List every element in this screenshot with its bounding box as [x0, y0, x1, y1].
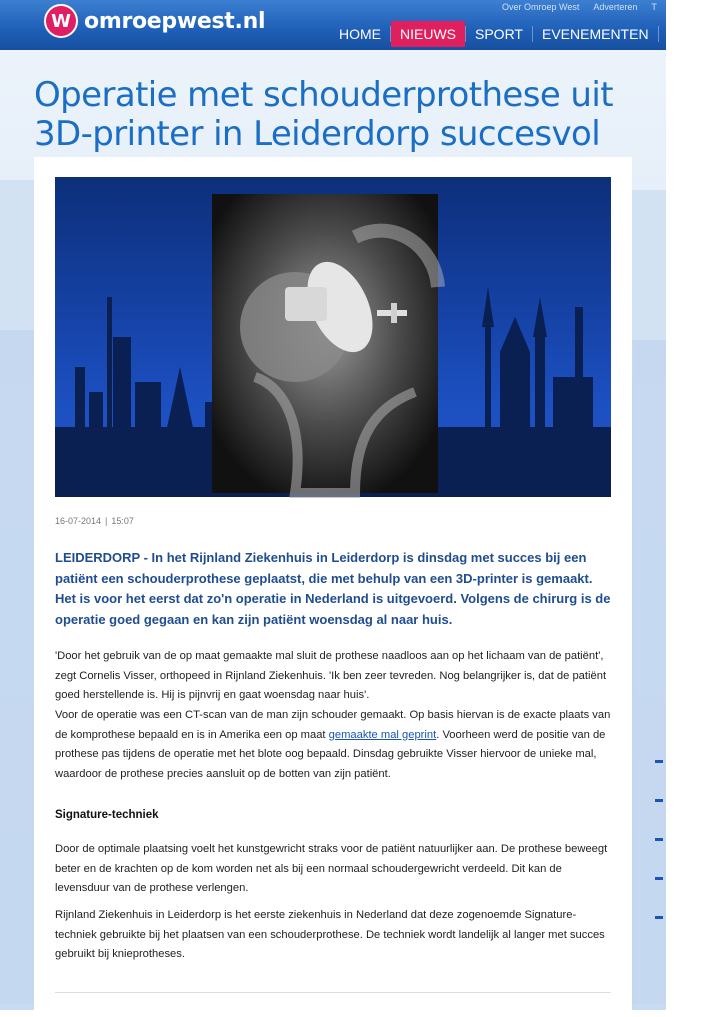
top-link-adverteren[interactable]: Adverteren: [593, 2, 638, 12]
sidebar-link-marker[interactable]: [655, 799, 663, 802]
logo-w-icon: [44, 4, 78, 38]
article-paragraph-3: Door de optimale plaatsing voelt het kunstgewricht straks voor de patiënt natuurlijker aan. De prothese beweegt beter en de krachten op de kom worden net als bij een normaal schoudergewricht verdeeld. Dit kan de levensduur van de prothese verlengen.: [55, 843, 608, 894]
nav-evenementen[interactable]: EVENEMENTEN: [541, 26, 649, 42]
sidebar-link-marker[interactable]: [655, 877, 663, 880]
nav-home[interactable]: HOME: [339, 26, 381, 42]
logo-letter: W: [51, 10, 71, 32]
xray-illustration: [55, 177, 611, 497]
sidebar-link-marker[interactable]: [655, 760, 663, 763]
article-paragraph-1: 'Door het gebruik van de op maat gemaakte mal sluit de prothese naadloos aan op het lichaam van de patiënt', zegt Cornelis Visser, orthopeed in Rijnland Ziekenhuis. 'Ik ben zeer tevreden. Nog belangrijker is, dat de patiënt goed herstellende is. Hij is pijnvrij en gaat woensdag naar huis'.: [55, 650, 607, 701]
sidebar-link-marker[interactable]: [655, 916, 663, 919]
article-panel: [34, 157, 632, 1017]
article-lead: LEIDERDORP - In het Rijnland Ziekenhuis in Leiderdorp is dinsdag met succes bij een patiënt een schouderprothese geplaatst, die met behulp van een 3D-printer is gemaakt. Het is voor het eerst dat zo'n operatie in Nederland is uitgevoerd. Volgens de chirurg is de operatie goed gegaan en kan zijn patiënt woensdag al naar huis.: [55, 550, 611, 627]
article-date: 16-07-2014: [55, 516, 102, 526]
meta-separator: |: [105, 516, 108, 526]
article-title: Operatie met schouderprothese uit 3D-printer in Leiderdorp succesvol: [34, 75, 613, 154]
article-hero-image[interactable]: [55, 177, 611, 497]
p2-text-before: Voor de operatie was een CT-scan van de man zijn schouder gemaakt. Op basis hiervan is de exacte plaats van de komprothese bepaald en is in Amerika een op maat: [55, 709, 611, 741]
top-link-extra[interactable]: T: [651, 2, 657, 12]
nav-sport[interactable]: SPORT: [475, 26, 523, 42]
logo-text: omroepwest.nl: [84, 8, 266, 34]
article-subheading: Signature-techniek: [55, 809, 159, 821]
main-nav: [330, 21, 707, 47]
article-time: 15:07: [111, 516, 134, 526]
site-header: [0, 0, 698, 50]
article-paragraph-2: [55, 706, 615, 784]
nav-pro[interactable]: PRO: [667, 26, 698, 42]
site-logo[interactable]: [44, 4, 265, 38]
inline-link-mal-geprint[interactable]: gemaakte mal geprint: [328, 728, 437, 741]
nav-nieuws[interactable]: NIEUWS: [391, 21, 465, 47]
p2-text-after: . Voorheen werd de positie van de prothese pas tijdens de operatie met het blote oog bepaald. Dinsdag gebruikte Visser hiervoor de unieke mal, waardoor de prothese precies aansluit op de botten van zijn patiënt.: [55, 728, 606, 780]
article-divider: [55, 992, 611, 993]
sidebar-link-marker[interactable]: [655, 838, 663, 841]
article-meta: [55, 516, 134, 526]
sidebar-edge-links: [655, 760, 666, 955]
top-link-over[interactable]: Over Omroep West: [502, 2, 580, 12]
top-links: [502, 2, 657, 12]
article-paragraph-4: Rijnland Ziekenhuis in Leiderdorp is het eerste ziekenhuis in Nederland dat deze zogenoemde Signature-techniek gebruikte bij het plaatsen van een schouderprothese. De techniek wordt landelijk al langer met succes gebruikt bij knieprotheses.: [55, 909, 605, 960]
